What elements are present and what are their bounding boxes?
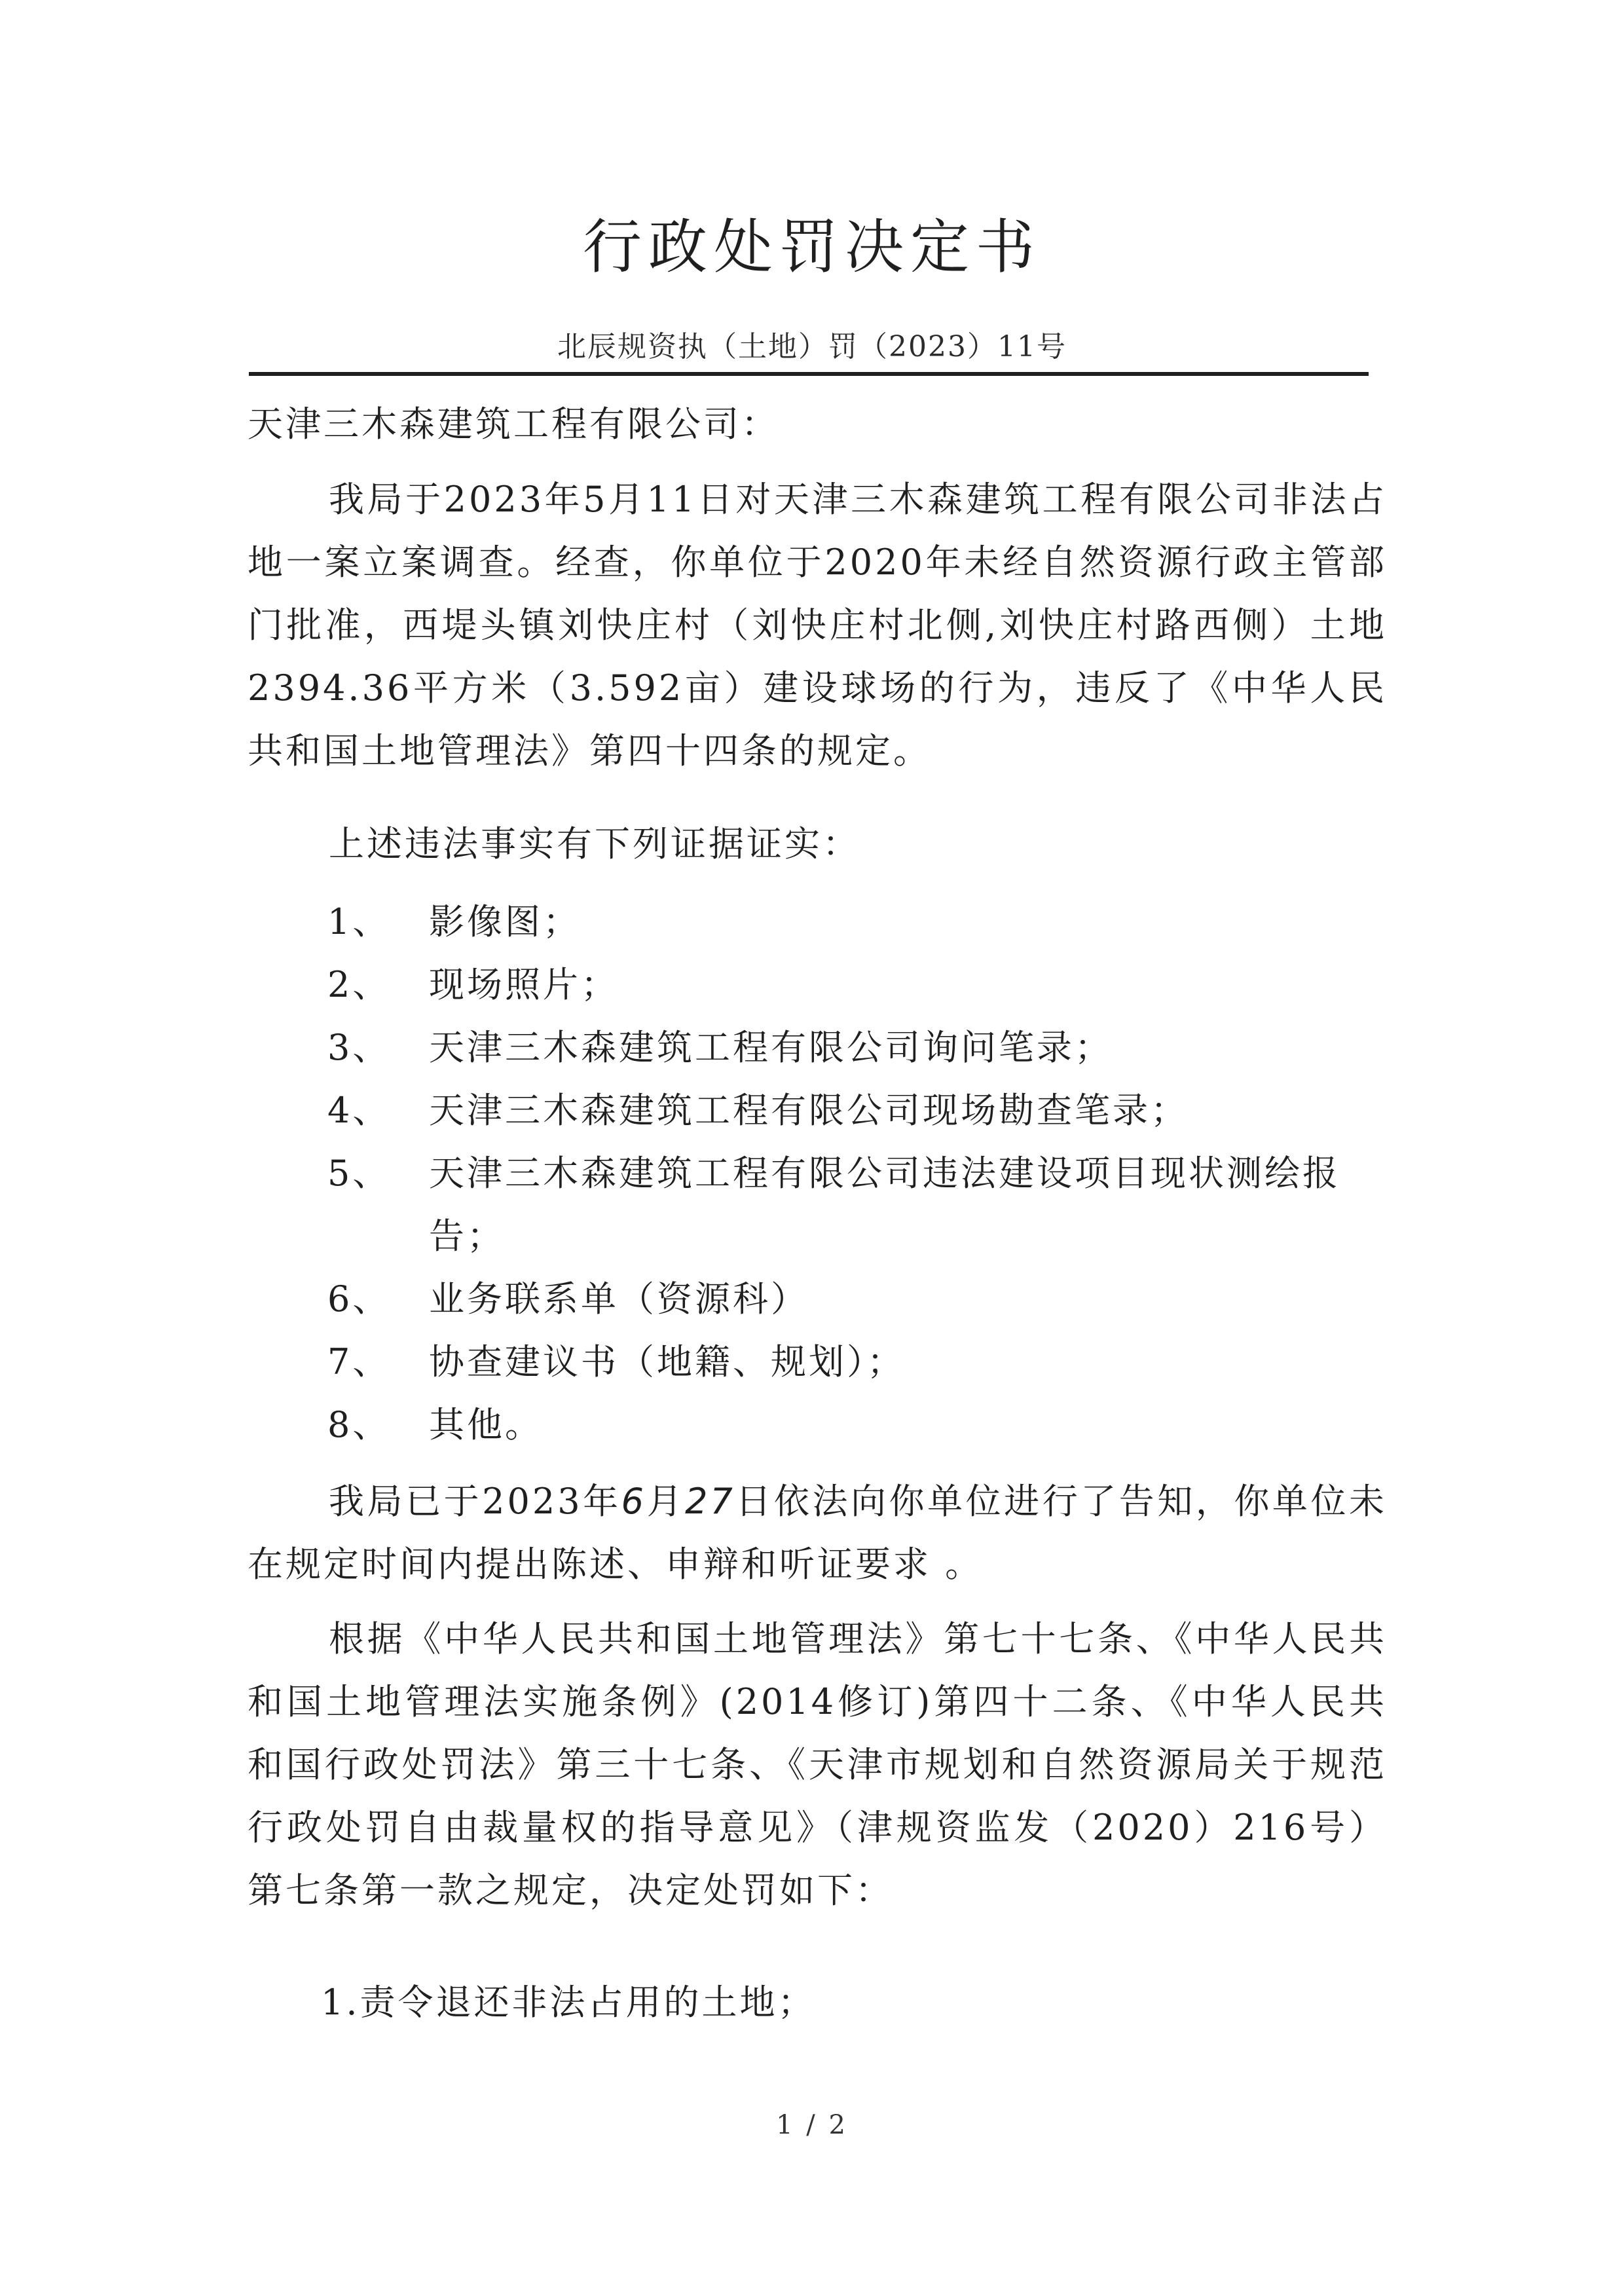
document-title: 行政处罚决定书 [583, 213, 1041, 282]
list-item [327, 1331, 1388, 1394]
list-item-text: 现场照片； [429, 964, 619, 1005]
list-item-number: 5、 [327, 1153, 391, 1194]
list-item-number: 8、 [327, 1404, 391, 1445]
list-item [327, 954, 1388, 1016]
list-item-text: 协查建议书（地籍、规划）； [429, 1341, 905, 1382]
notification-paragraph [248, 1470, 1387, 1596]
list-item [327, 1016, 1388, 1079]
list-item [327, 1079, 1388, 1142]
list-item-number: 2、 [327, 964, 391, 1005]
list-item-number: 4、 [327, 1090, 391, 1131]
list-item-number: 1、 [327, 901, 391, 942]
list-item-number: 3、 [327, 1027, 391, 1068]
list-item-text: 天津三木森建筑工程有限公司违法建设项目现状测绘报告； [429, 1153, 1340, 1257]
notification-text-end: 日依法向你单位进行了告知，你单位未在规定时间内提出陈述、申辩和听证要求 。 [248, 1481, 1388, 1585]
list-item [327, 1268, 1388, 1331]
case-facts-paragraph: 我局于2023年5月11日对天津三木森建筑工程有限公司非法占地一案立案调查。经查，你单位于2020年未经自然资源行政主管部门批准，西堤头镇刘快庄村（刘快庄村北侧,刘快庄村路西侧）土地2394.36平方米（3.592亩）建设球场的行为，违反了《中华人民共和国土地管理法》第四十四条的规定。 [248, 479, 1387, 771]
list-item-text: 其他。 [429, 1404, 543, 1445]
addressee: 天津三木森建筑工程有限公司： [248, 403, 779, 445]
list-item [327, 1394, 1388, 1456]
list-item-number: 6、 [327, 1278, 391, 1320]
page-indicator: 1 / 2 [776, 2110, 848, 2140]
handwritten-day: 27 [685, 1481, 735, 1522]
list-item [327, 891, 1388, 954]
evidence-intro-paragraph: 上述违法事实有下列证据证实： [329, 823, 860, 864]
decision-item-1: 1.责令退还非法占用的土地； [321, 1982, 816, 2023]
header-divider [249, 372, 1369, 376]
document-number: 北辰规资执（土地）罚（2023）11号 [557, 330, 1067, 363]
evidence-list [327, 891, 1388, 1456]
list-item [327, 1142, 1388, 1268]
list-item-text: 业务联系单（资源科） [429, 1278, 809, 1320]
legal-basis-paragraph: 根据《中华人民共和国土地管理法》第七十七条、《中华人民共和国土地管理法实施条例》(2014修订)第四十二条、《中华人民共和国行政处罚法》第三十七条、《天津市规划和自然资源局关于规范行政处罚自由裁量权的指导意见》（津规资监发（2020）216号）第七条第一款之规定，决定处罚如下： [248, 1618, 1387, 1911]
list-item-text: 天津三木森建筑工程有限公司现场勘查笔录； [429, 1090, 1189, 1131]
list-item-number: 7、 [327, 1341, 391, 1382]
list-item-text: 影像图； [429, 901, 581, 942]
notification-text-start: 我局已于2023年 [329, 1481, 621, 1522]
handwritten-month: 6 [621, 1481, 647, 1522]
notification-month-label: 月 [646, 1481, 686, 1522]
list-item-text: 天津三木森建筑工程有限公司询问笔录； [429, 1027, 1113, 1068]
